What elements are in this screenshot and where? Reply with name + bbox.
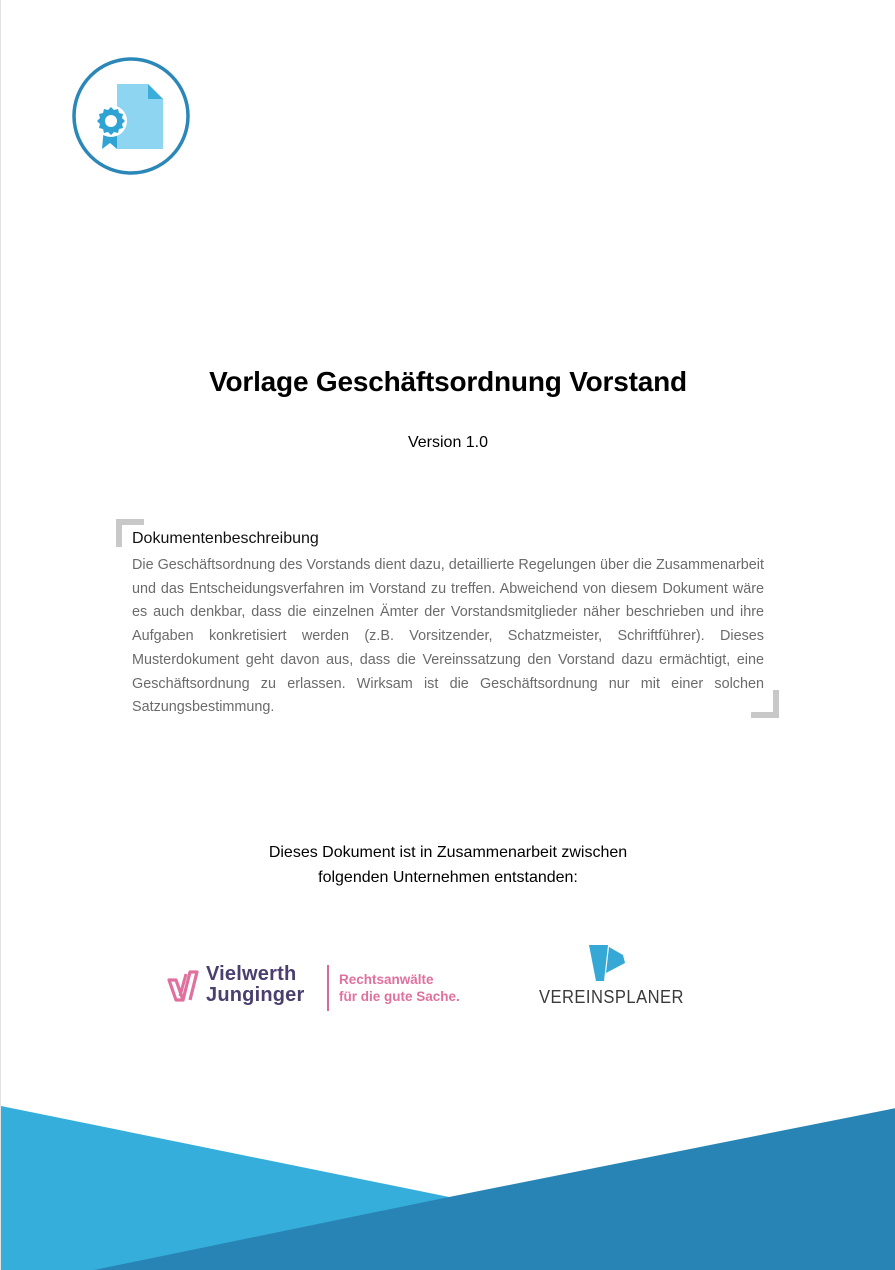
- description-heading: Dokumentenbeschreibung: [132, 530, 319, 547]
- vereinsplaner-logo: [539, 945, 684, 1010]
- description-text: Die Geschäftsordnung des Vorstands dient dazu, detaillierte Regelungen über die Zusammenarbeit und das Entscheidungsverfahren im Vorstand zu treffen. Abweichend von diesem Dokument wäre es auch denkbar, dass die einzelnen Ämter der Vorstandsmitglieder näher beschrieben und ihre Aufgaben konkretisiert werden (z.B. Vorsitzender, Schatzmeister, Schriftführer). Dieses Musterdokument geht davon aus, dass die Vereinssatzung den Vorstand dazu ermächtigt, eine Geschäftsordnung zu erlassen. Wirksam ist die Geschäftsordnung nur mit einer solchen Satzungsbestimmung.: [132, 557, 764, 716]
- collaboration-note: [1, 840, 895, 890]
- vj-tagline-line-2: für die gute Sache.: [339, 989, 460, 1004]
- document-title: Vorlage Geschäftsordnung Vorstand: [209, 366, 687, 397]
- vielwerth-junginger-logo: [166, 962, 476, 1014]
- flag-logo-icon: [589, 945, 629, 985]
- logo-divider: [327, 965, 329, 1011]
- collaboration-line-1: Dieses Dokument ist in Zusammenarbeit zwischen: [268, 844, 628, 861]
- document-certificate-logo: [72, 57, 190, 175]
- document-version: Version 1.0: [407, 434, 489, 451]
- checkmark-logo-icon: [166, 968, 200, 1004]
- collaboration-line-2: folgenden Unternehmen entstanden:: [318, 869, 578, 886]
- vielwerth-junginger-tagline: [339, 971, 460, 1005]
- vereinsplaner-name: VEREINSPLANER: [539, 987, 684, 1007]
- certificate-document-icon: [72, 57, 190, 175]
- description-box: [116, 519, 779, 718]
- footer-decoration: [1, 1100, 895, 1270]
- vj-name-line-1: Vielwerth: [206, 963, 297, 985]
- vj-tagline-line-1: Rechtsanwälte: [339, 972, 434, 987]
- vj-name-line-2: Junginger: [206, 984, 305, 1006]
- vielwerth-junginger-name: [206, 964, 304, 1006]
